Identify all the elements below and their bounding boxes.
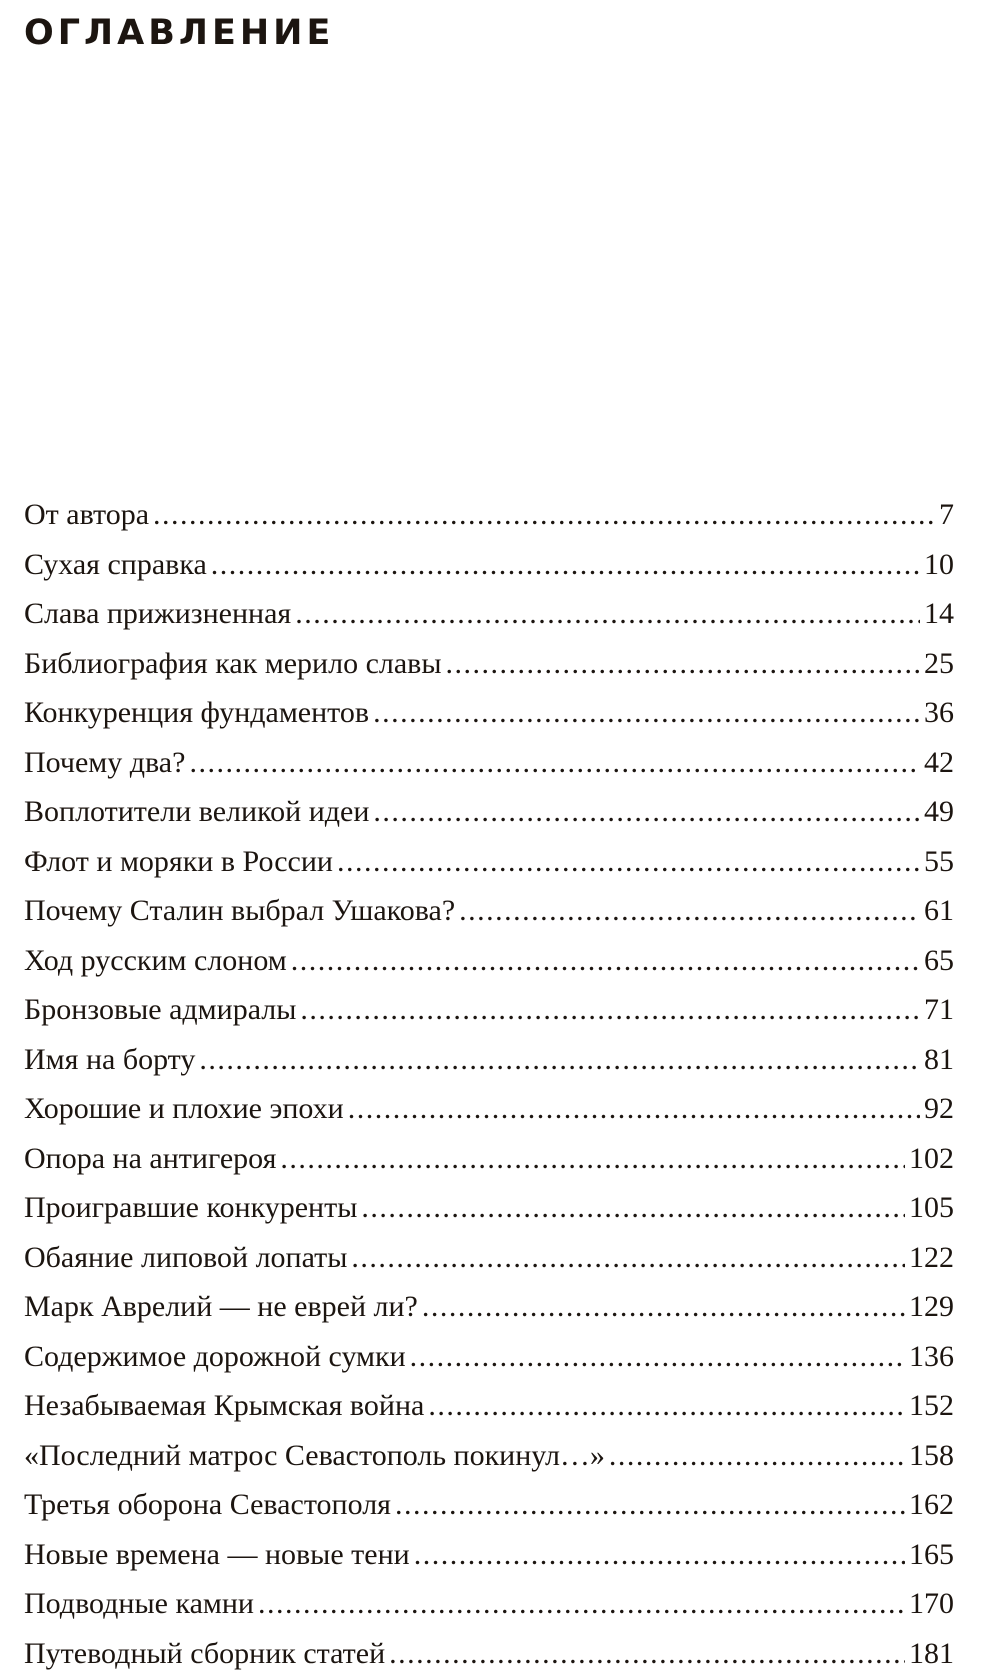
dot-leader <box>280 1134 905 1184</box>
toc-entry-page: 14 <box>924 589 954 639</box>
toc-entry-page: 102 <box>909 1134 954 1184</box>
toc-entry-page: 165 <box>909 1530 954 1580</box>
toc-entry[interactable] <box>24 985 954 1035</box>
toc-entry-page: 92 <box>924 1084 954 1134</box>
toc-entry[interactable] <box>24 540 954 590</box>
dot-leader <box>395 1480 905 1530</box>
toc-entry-title: Слава прижизненная <box>24 589 291 639</box>
dot-leader <box>446 639 921 689</box>
dot-leader <box>609 1431 905 1481</box>
toc-entry-title: Конкуренция фундаментов <box>24 688 369 738</box>
dot-leader <box>459 886 920 936</box>
toc-entry[interactable] <box>24 1134 954 1184</box>
toc-entry[interactable] <box>24 1282 954 1332</box>
dot-leader <box>153 490 935 540</box>
toc-entry[interactable] <box>24 936 954 986</box>
dot-leader <box>373 787 920 837</box>
toc-entry-title: Флот и моряки в России <box>24 837 333 887</box>
toc-entry-title: Марк Аврелий — не еврей ли? <box>24 1282 418 1332</box>
dot-leader <box>211 540 920 590</box>
toc-entry[interactable] <box>24 738 954 788</box>
toc-entry-page: 7 <box>939 490 954 540</box>
toc-entry-title: Содержимое дорожной сумки <box>24 1332 406 1382</box>
toc-entry-page: 71 <box>924 985 954 1035</box>
toc-entry-page: 36 <box>924 688 954 738</box>
toc-entry[interactable] <box>24 1233 954 1283</box>
toc-entry-title: Воплотители великой идеи <box>24 787 369 837</box>
toc-entry[interactable] <box>24 837 954 887</box>
toc-entry-page: 152 <box>909 1381 954 1431</box>
toc-entry-page: 55 <box>924 837 954 887</box>
toc-entry-title: Третья оборона Севастополя <box>24 1480 391 1530</box>
toc-entry-page: 122 <box>909 1233 954 1283</box>
dot-leader <box>428 1381 905 1431</box>
toc-entry-page: 136 <box>909 1332 954 1382</box>
dot-leader <box>422 1282 905 1332</box>
toc-entry-page: 65 <box>924 936 954 986</box>
toc-entry-title: Подводные камни <box>24 1579 254 1629</box>
toc-entry-title: Почему два? <box>24 738 185 788</box>
toc-entry-title: Новые времена — новые тени <box>24 1530 410 1580</box>
toc-entry-title: От автора <box>24 490 149 540</box>
toc-entry-page: 81 <box>924 1035 954 1085</box>
toc-entry-title: Имя на борту <box>24 1035 195 1085</box>
dot-leader <box>351 1233 905 1283</box>
dot-leader <box>410 1332 905 1382</box>
dot-leader <box>361 1183 905 1233</box>
page-title: ОГЛАВЛЕНИЕ <box>24 8 334 58</box>
dot-leader <box>389 1629 905 1678</box>
toc-entry-page: 42 <box>924 738 954 788</box>
toc-entry[interactable] <box>24 1629 954 1678</box>
toc-entry[interactable] <box>24 1183 954 1233</box>
toc-entry-title: Опора на антигероя <box>24 1134 276 1184</box>
toc-entry-title: Сухая справка <box>24 540 207 590</box>
dot-leader <box>414 1530 905 1580</box>
dot-leader <box>337 837 920 887</box>
toc-entry-title: Почему Сталин выбрал Ушакова? <box>24 886 455 936</box>
dot-leader <box>348 1084 920 1134</box>
toc-entry-page: 129 <box>909 1282 954 1332</box>
dot-leader <box>300 985 920 1035</box>
toc-entry-page: 162 <box>909 1480 954 1530</box>
toc-entry-page: 181 <box>909 1629 954 1678</box>
toc-entry-title: Ход русским слоном <box>24 936 287 986</box>
toc-entry-title: Библиография как мерило славы <box>24 639 442 689</box>
toc-entry[interactable] <box>24 1431 954 1481</box>
dot-leader <box>199 1035 920 1085</box>
toc-entry[interactable] <box>24 490 954 540</box>
toc-entry-title: «Последний матрос Севастополь покинул…» <box>24 1431 605 1481</box>
toc-entry-page: 10 <box>924 540 954 590</box>
toc-entry-page: 25 <box>924 639 954 689</box>
toc-entry[interactable] <box>24 1480 954 1530</box>
dot-leader <box>295 589 920 639</box>
toc-entry-title: Обаяние липовой лопаты <box>24 1233 347 1283</box>
toc-entry[interactable] <box>24 787 954 837</box>
dot-leader <box>258 1579 905 1629</box>
toc-entry-title: Хорошие и плохие эпохи <box>24 1084 344 1134</box>
table-of-contents <box>24 490 954 1678</box>
toc-entry[interactable] <box>24 1381 954 1431</box>
toc-entry-page: 158 <box>909 1431 954 1481</box>
toc-entry[interactable] <box>24 1530 954 1580</box>
dot-leader <box>373 688 920 738</box>
dot-leader <box>189 738 920 788</box>
toc-entry-title: Незабываемая Крымская война <box>24 1381 424 1431</box>
toc-entry-page: 170 <box>909 1579 954 1629</box>
toc-entry[interactable] <box>24 639 954 689</box>
toc-entry[interactable] <box>24 1035 954 1085</box>
toc-entry[interactable] <box>24 1084 954 1134</box>
toc-entry[interactable] <box>24 1332 954 1382</box>
toc-entry-page: 49 <box>924 787 954 837</box>
toc-entry[interactable] <box>24 886 954 936</box>
toc-entry[interactable] <box>24 589 954 639</box>
toc-entry-title: Бронзовые адмиралы <box>24 985 296 1035</box>
dot-leader <box>291 936 920 986</box>
toc-entry-page: 61 <box>924 886 954 936</box>
toc-entry[interactable] <box>24 1579 954 1629</box>
toc-entry[interactable] <box>24 688 954 738</box>
toc-entry-page: 105 <box>909 1183 954 1233</box>
toc-entry-title: Путеводный сборник статей <box>24 1629 385 1678</box>
toc-entry-title: Проигравшие конкуренты <box>24 1183 357 1233</box>
